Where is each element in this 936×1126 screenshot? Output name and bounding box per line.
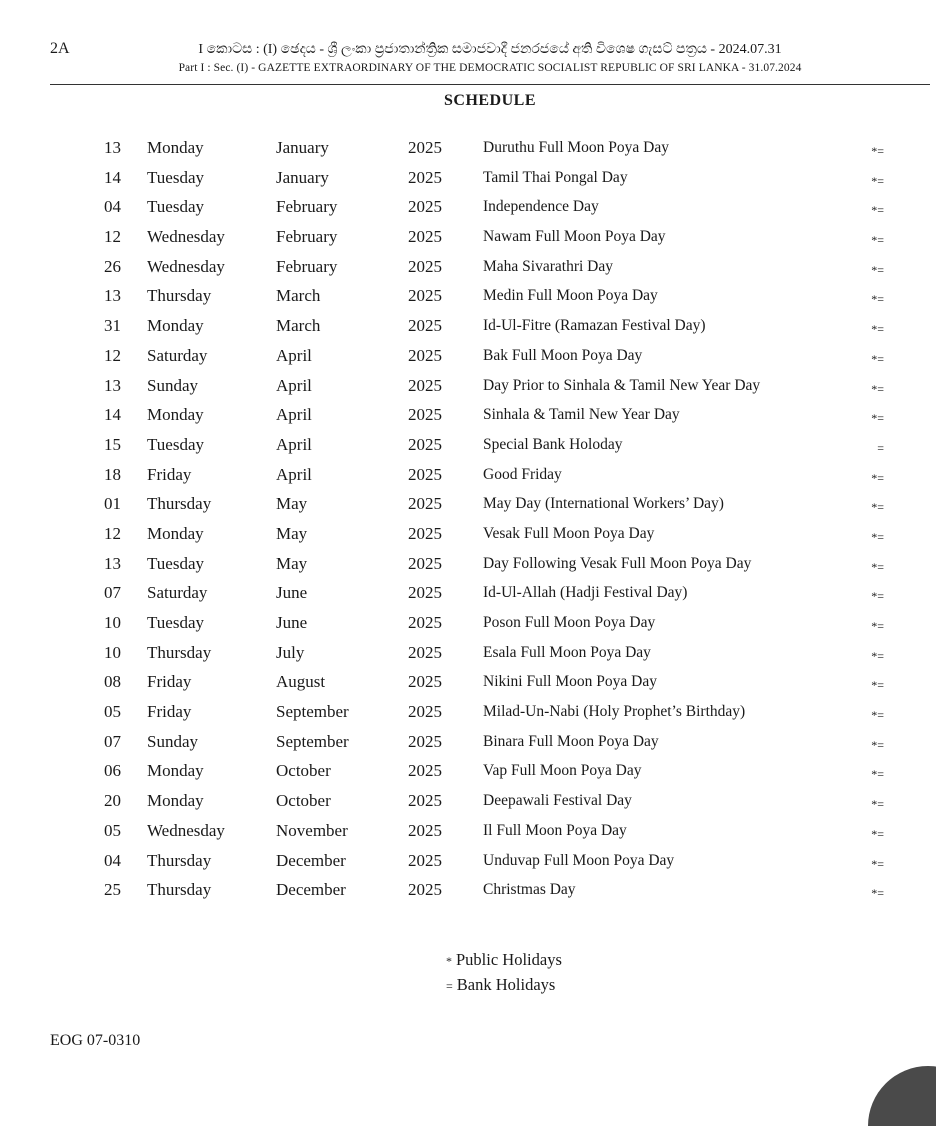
holiday-weekday: Tuesday xyxy=(147,553,204,573)
holiday-weekday: Tuesday xyxy=(147,197,204,217)
table-row xyxy=(0,787,936,817)
holiday-type-mark: *= xyxy=(871,529,884,544)
holiday-type-mark: *= xyxy=(871,826,884,841)
holiday-year: 2025 xyxy=(408,167,442,187)
holiday-year: 2025 xyxy=(408,791,442,811)
holiday-type-mark: *= xyxy=(871,767,884,782)
corner-overlay-button[interactable] xyxy=(868,1066,936,1126)
holiday-name: Nawam Full Moon Poya Day xyxy=(483,228,666,246)
holiday-day: 13 xyxy=(104,553,121,573)
holiday-weekday: Monday xyxy=(147,791,204,811)
holiday-weekday: Tuesday xyxy=(147,613,204,632)
holiday-month: December xyxy=(276,850,346,870)
holiday-year: 2025 xyxy=(408,434,442,454)
holiday-type-mark: *= xyxy=(871,292,884,307)
table-row xyxy=(0,550,936,580)
holiday-name: May Day (International Workers’ Day) xyxy=(483,495,724,513)
table-row xyxy=(0,312,936,342)
holiday-type-mark: *= xyxy=(871,619,884,633)
holiday-day: 26 xyxy=(104,256,121,276)
holiday-weekday: Monday xyxy=(147,523,204,543)
holiday-name: Milad-Un-Nabi (Holy Prophet’s Birthday) xyxy=(483,703,746,721)
holiday-day: 13 xyxy=(104,375,121,395)
holiday-day: 08 xyxy=(104,672,121,692)
holiday-month: June xyxy=(276,583,308,603)
holiday-year: 2025 xyxy=(408,197,442,217)
holiday-month: March xyxy=(276,316,321,336)
table-row xyxy=(0,342,936,372)
holiday-day: 07 xyxy=(104,583,121,603)
holiday-day: 06 xyxy=(104,761,121,781)
table-row xyxy=(0,639,936,669)
holiday-month: February xyxy=(276,197,338,217)
holiday-month: June xyxy=(276,613,308,632)
holiday-name: Unduvap Full Moon Poya Day xyxy=(483,851,675,869)
holiday-name: Deepawali Festival Day xyxy=(483,792,632,810)
holiday-name: Day Prior to Sinhala & Tamil New Year Day xyxy=(483,376,761,394)
holiday-type-mark: *= xyxy=(871,233,884,248)
holiday-type-mark: *= xyxy=(871,144,884,158)
holiday-day: 01 xyxy=(104,494,121,514)
holiday-name: Nikini Full Moon Poya Day xyxy=(483,673,657,691)
holiday-day: 18 xyxy=(104,464,121,484)
holiday-name: Id-Ul-Allah (Hadji Festival Day) xyxy=(483,584,688,602)
holiday-type-mark: *= xyxy=(871,589,884,604)
holiday-day: 14 xyxy=(104,405,121,425)
holiday-weekday: Saturday xyxy=(147,345,208,365)
legend-bank-label: Bank Holidays xyxy=(456,975,556,994)
holiday-weekday: Friday xyxy=(147,702,192,722)
holiday-month: February xyxy=(276,256,338,276)
document-code: EOG 07-0310 xyxy=(50,1032,141,1049)
holiday-weekday: Thursday xyxy=(147,286,212,306)
table-row xyxy=(0,253,936,283)
gazette-header-english: Part I : Sec. (I) - GAZETTE EXTRAORDINARY OF THE DEMOCRATIC SOCIALIST REPUBLIC OF SRI LANKA - 31.07.2024 xyxy=(178,62,802,74)
holiday-type-mark: *= xyxy=(871,797,884,812)
holiday-year: 2025 xyxy=(408,820,442,840)
table-row xyxy=(0,431,936,461)
holiday-month: July xyxy=(276,642,305,662)
holiday-month: September xyxy=(276,731,349,751)
table-row xyxy=(0,134,936,164)
holiday-year: 2025 xyxy=(408,316,442,336)
holiday-month: January xyxy=(276,167,329,187)
holiday-month: February xyxy=(276,227,338,247)
holiday-year: 2025 xyxy=(408,672,442,692)
holiday-month: April xyxy=(276,434,312,454)
holiday-weekday: Monday xyxy=(147,138,204,157)
table-row xyxy=(0,223,936,253)
holiday-year: 2025 xyxy=(408,731,442,751)
table-row xyxy=(0,609,936,639)
holiday-weekday: Sunday xyxy=(147,375,198,395)
holiday-type-mark: *= xyxy=(871,262,884,277)
table-row xyxy=(0,193,936,223)
holiday-year: 2025 xyxy=(408,553,442,573)
table-row xyxy=(0,520,936,550)
table-row xyxy=(0,401,936,431)
holiday-name: Bak Full Moon Poya Day xyxy=(483,346,643,364)
holiday-month: August xyxy=(276,672,326,692)
holiday-day: 04 xyxy=(104,850,121,870)
holiday-day: 12 xyxy=(104,227,121,247)
holiday-month: April xyxy=(276,345,312,365)
holiday-month: May xyxy=(276,494,308,514)
holiday-year: 2025 xyxy=(408,464,442,484)
holiday-day: 12 xyxy=(104,523,121,543)
holiday-month: April xyxy=(276,464,312,484)
holiday-weekday: Thursday xyxy=(147,850,212,870)
holiday-name: Maha Sivarathri Day xyxy=(483,257,613,275)
holiday-weekday: Tuesday xyxy=(147,434,204,454)
holiday-weekday: Monday xyxy=(147,761,204,781)
holiday-type-mark: *= xyxy=(871,648,884,663)
holiday-type-mark: = xyxy=(877,440,884,455)
page-number: 2A xyxy=(50,40,70,57)
holiday-month: December xyxy=(276,880,346,900)
holiday-weekday: Thursday xyxy=(147,880,212,900)
holiday-weekday: Sunday xyxy=(147,731,198,751)
holiday-month: October xyxy=(276,761,331,781)
holiday-type-mark: *= xyxy=(871,886,884,901)
holiday-year: 2025 xyxy=(408,227,442,247)
holiday-type-mark: *= xyxy=(871,411,884,426)
holiday-month: April xyxy=(276,375,312,395)
holiday-type-mark: *= xyxy=(871,322,884,337)
asterisk-icon: * xyxy=(446,954,452,968)
table-row xyxy=(0,490,936,520)
table-row xyxy=(0,372,936,402)
holiday-day: 31 xyxy=(104,316,121,336)
holiday-weekday: Friday xyxy=(147,464,192,484)
holiday-day: 04 xyxy=(104,197,121,217)
holiday-year: 2025 xyxy=(408,850,442,870)
holiday-day: 05 xyxy=(104,702,121,722)
holiday-type-mark: *= xyxy=(871,737,884,752)
holiday-name: Good Friday xyxy=(483,465,562,483)
holiday-day: 12 xyxy=(104,345,121,365)
holiday-year: 2025 xyxy=(408,583,442,603)
holiday-name: Christmas Day xyxy=(483,881,576,899)
holiday-name: Vap Full Moon Poya Day xyxy=(483,762,642,780)
holiday-year: 2025 xyxy=(408,880,442,900)
holiday-type-mark: *= xyxy=(871,559,884,574)
holiday-day: 10 xyxy=(104,613,121,632)
gazette-header-sinhala: I කොටස : (I) ඡෙදය - ශ්‍රී ලංකා ප්‍රජාතාන්ත්‍රික සමාජවාදී ජනරජයේ අති විශෙෂ ගැසට් පත්‍රය - 2024.07.31 xyxy=(198,42,782,57)
holiday-type-mark: *= xyxy=(871,678,884,693)
holiday-day: 07 xyxy=(104,731,121,751)
holiday-month: May xyxy=(276,553,308,573)
table-row xyxy=(0,579,936,609)
holiday-day: 13 xyxy=(104,286,121,306)
holiday-day: 13 xyxy=(104,138,121,157)
holiday-name: Id-Ul-Fitre (Ramazan Festival Day) xyxy=(483,317,706,335)
holiday-table xyxy=(0,134,936,906)
holiday-type-mark: *= xyxy=(871,173,884,188)
table-row xyxy=(0,461,936,491)
holiday-name: Day Following Vesak Full Moon Poya Day xyxy=(483,554,752,572)
holiday-type-mark: *= xyxy=(871,203,884,218)
table-row xyxy=(0,728,936,758)
holiday-month: April xyxy=(276,405,312,425)
holiday-month: March xyxy=(276,286,321,306)
holiday-day: 20 xyxy=(104,791,121,811)
table-row xyxy=(0,164,936,194)
holiday-name: Esala Full Moon Poya Day xyxy=(483,643,651,661)
holiday-weekday: Monday xyxy=(147,316,204,336)
header-divider xyxy=(50,84,930,85)
holiday-month: October xyxy=(276,791,331,811)
holiday-day: 25 xyxy=(104,880,121,900)
holiday-name: Medin Full Moon Poya Day xyxy=(483,287,658,305)
holiday-weekday: Wednesday xyxy=(147,256,225,276)
holiday-year: 2025 xyxy=(408,523,442,543)
holiday-type-mark: *= xyxy=(871,856,884,871)
legend-bank xyxy=(446,973,562,998)
table-row xyxy=(0,847,936,877)
holiday-weekday: Wednesday xyxy=(147,820,225,840)
holiday-name: Special Bank Holoday xyxy=(483,435,623,453)
holiday-name: Binara Full Moon Poya Day xyxy=(483,732,659,750)
holiday-year: 2025 xyxy=(408,138,442,157)
table-row xyxy=(0,668,936,698)
legend-public-label: Public Holidays xyxy=(456,950,562,969)
holiday-type-mark: *= xyxy=(871,500,884,515)
holiday-day: 05 xyxy=(104,820,121,840)
holiday-day: 10 xyxy=(104,642,121,662)
holiday-name: Duruthu Full Moon Poya Day xyxy=(483,139,669,156)
holiday-name: Tamil Thai Pongal Day xyxy=(483,168,628,186)
holiday-year: 2025 xyxy=(408,494,442,514)
holiday-type-mark: *= xyxy=(871,351,884,366)
holiday-month: January xyxy=(276,138,329,157)
holiday-weekday: Monday xyxy=(147,405,204,425)
holiday-weekday: Saturday xyxy=(147,583,208,603)
legend xyxy=(446,948,562,998)
holiday-name: Poson Full Moon Poya Day xyxy=(483,614,656,631)
holiday-year: 2025 xyxy=(408,642,442,662)
holiday-name: Independence Day xyxy=(483,198,599,216)
holiday-month: May xyxy=(276,523,308,543)
table-row xyxy=(0,817,936,847)
schedule-title: SCHEDULE xyxy=(443,92,537,109)
table-row xyxy=(0,282,936,312)
holiday-name: Sinhala & Tamil New Year Day xyxy=(483,406,680,424)
holiday-year: 2025 xyxy=(408,613,442,632)
holiday-year: 2025 xyxy=(408,761,442,781)
holiday-weekday: Friday xyxy=(147,672,192,692)
table-row xyxy=(0,876,936,906)
holiday-year: 2025 xyxy=(408,286,442,306)
legend-public xyxy=(446,948,562,973)
holiday-type-mark: *= xyxy=(871,381,884,396)
holiday-year: 2025 xyxy=(408,405,442,425)
holiday-month: September xyxy=(276,702,349,722)
holiday-weekday: Wednesday xyxy=(147,227,225,247)
equals-icon: = xyxy=(446,979,453,993)
table-row xyxy=(0,698,936,728)
holiday-weekday: Thursday xyxy=(147,642,212,662)
table-row xyxy=(0,757,936,787)
holiday-name: Vesak Full Moon Poya Day xyxy=(483,524,655,542)
holiday-weekday: Thursday xyxy=(147,494,212,514)
holiday-year: 2025 xyxy=(408,702,442,722)
holiday-day: 14 xyxy=(104,167,121,187)
holiday-year: 2025 xyxy=(408,256,442,276)
holiday-weekday: Tuesday xyxy=(147,167,204,187)
holiday-day: 15 xyxy=(104,434,121,454)
holiday-name: Il Full Moon Poya Day xyxy=(483,821,627,839)
holiday-type-mark: *= xyxy=(871,470,884,485)
holiday-year: 2025 xyxy=(408,345,442,365)
holiday-type-mark: *= xyxy=(871,708,884,723)
holiday-year: 2025 xyxy=(408,375,442,395)
holiday-month: November xyxy=(276,820,348,840)
